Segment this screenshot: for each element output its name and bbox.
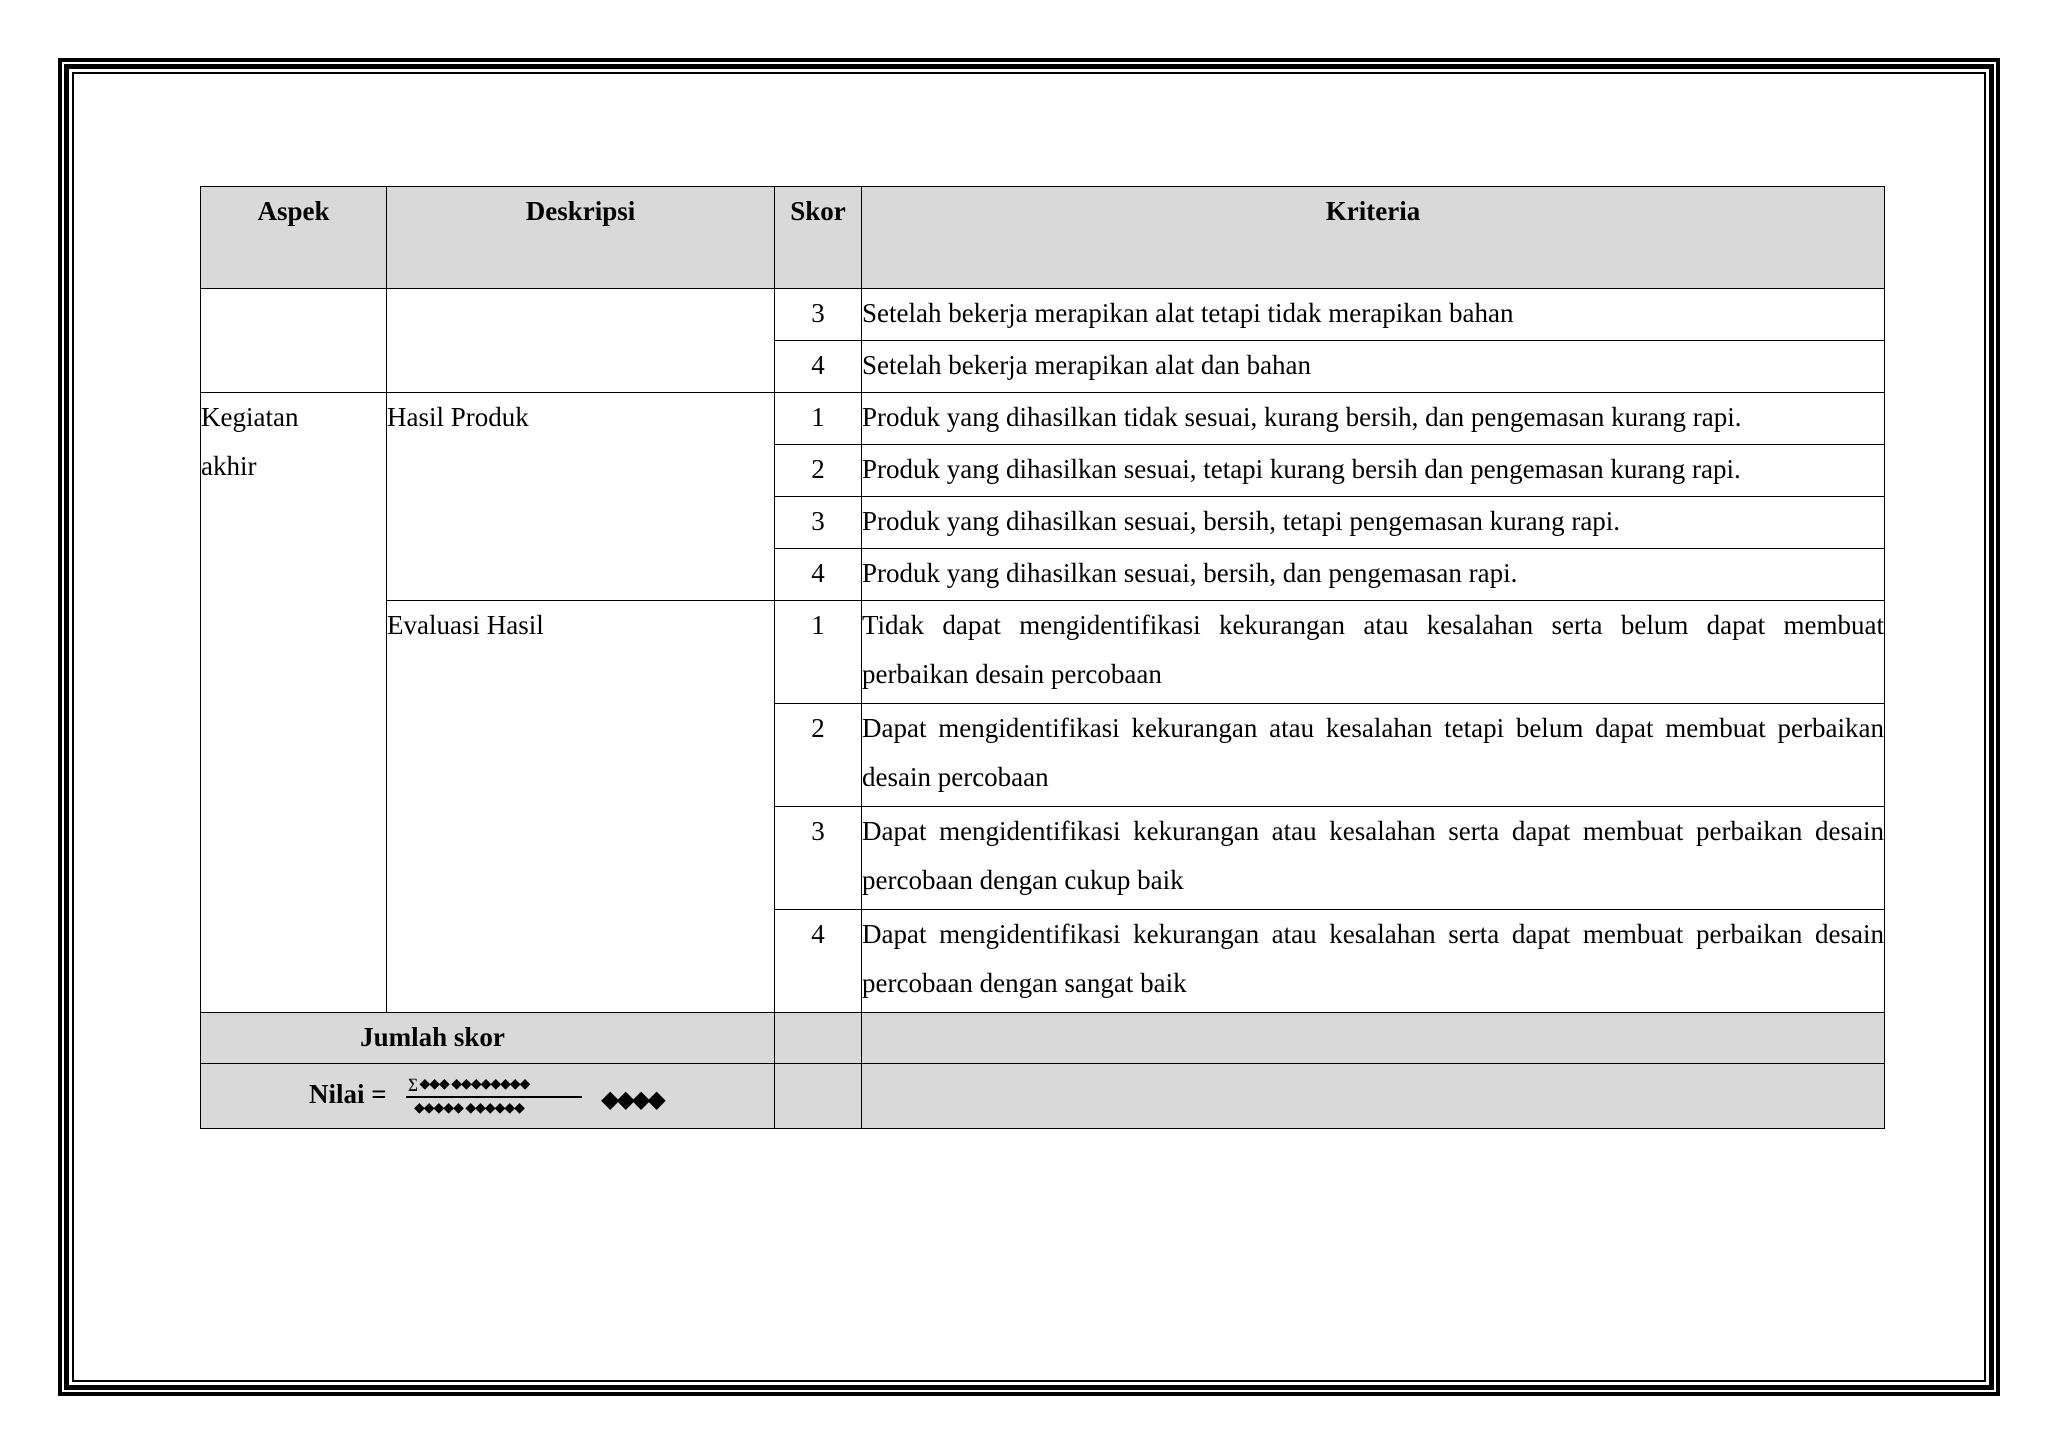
skor-cell: 2: [775, 445, 862, 497]
aspek-label-line1: Kegiatan: [201, 402, 299, 432]
kriteria-cell: Dapat mengidentifikasi kekurangan atau kesalahan serta dapat membuat perbaikan desain percobaan dengan sangat baik: [862, 910, 1885, 1013]
table-row: [201, 393, 1885, 445]
skor-cell: 3: [775, 497, 862, 549]
aspek-label-line2: akhir: [201, 451, 257, 481]
kriteria-cell: Produk yang dihasilkan sesuai, bersih, tetapi pengemasan kurang rapi.: [862, 497, 1885, 549]
skor-cell: 4: [775, 549, 862, 601]
fraction-multiplier: ◆◆◆◆: [601, 1087, 663, 1113]
kriteria-cell: Produk yang dihasilkan sesuai, tetapi kurang bersih dan pengemasan kurang rapi.: [862, 445, 1885, 497]
kriteria-cell: Dapat mengidentifikasi kekurangan atau kesalahan serta dapat membuat perbaikan desain percobaan dengan cukup baik: [862, 807, 1885, 910]
kriteria-cell: Produk yang dihasilkan sesuai, bersih, dan pengemasan rapi.: [862, 549, 1885, 601]
nilai-fraction: [406, 1072, 663, 1120]
fraction-denominator: ◆◆◆◆◆ ◆◆◆◆◆◆: [414, 1101, 524, 1116]
kriteria-cell: Tidak dapat mengidentifikasi kekurangan atau kesalahan serta belum dapat membuat perbaikan desain percobaan: [862, 601, 1885, 704]
deskripsi-cell-empty: [387, 289, 775, 393]
jumlah-skor-label: Jumlah skor: [201, 1013, 775, 1064]
nilai-skor-cell: [775, 1064, 862, 1129]
table-row: [201, 601, 1885, 704]
skor-cell: 3: [775, 289, 862, 341]
jumlah-skor-value: [775, 1013, 862, 1064]
aspek-kegiatan-akhir: [201, 393, 387, 1013]
deskripsi-evaluasi-hasil: Evaluasi Hasil: [387, 601, 775, 1013]
nilai-label: Nilai =: [309, 1079, 387, 1109]
table-header-row: [201, 187, 1885, 289]
skor-cell: 1: [775, 601, 862, 704]
jumlah-skor-kriteria: [862, 1013, 1885, 1064]
skor-cell: 4: [775, 910, 862, 1013]
fraction-numerator: ∑ ◆◆◆ ◆◆◆◆◆◆◆◆: [408, 1077, 530, 1092]
header-kriteria: Kriteria: [862, 187, 1885, 289]
nilai-row: [201, 1064, 1885, 1129]
nilai-kriteria-cell: [862, 1064, 1885, 1129]
jumlah-skor-row: [201, 1013, 1885, 1064]
table-row: [201, 289, 1885, 341]
rubric-table: [200, 186, 1885, 1129]
skor-cell: 1: [775, 393, 862, 445]
kriteria-cell: Produk yang dihasilkan tidak sesuai, kurang bersih, dan pengemasan kurang rapi.: [862, 393, 1885, 445]
nilai-formula-cell: [201, 1064, 775, 1129]
aspek-cell-empty: [201, 289, 387, 393]
deskripsi-hasil-produk: Hasil Produk: [387, 393, 775, 601]
kriteria-cell: Setelah bekerja merapikan alat tetapi tidak merapikan bahan: [862, 289, 1885, 341]
header-aspek: Aspek: [201, 187, 387, 289]
header-skor: Skor: [775, 187, 862, 289]
kriteria-cell: Dapat mengidentifikasi kekurangan atau kesalahan tetapi belum dapat membuat perbaikan desain percobaan: [862, 704, 1885, 807]
header-deskripsi: Deskripsi: [387, 187, 775, 289]
kriteria-cell: Setelah bekerja merapikan alat dan bahan: [862, 341, 1885, 393]
skor-cell: 4: [775, 341, 862, 393]
fraction-bar: [406, 1096, 582, 1098]
skor-cell: 2: [775, 704, 862, 807]
skor-cell: 3: [775, 807, 862, 910]
